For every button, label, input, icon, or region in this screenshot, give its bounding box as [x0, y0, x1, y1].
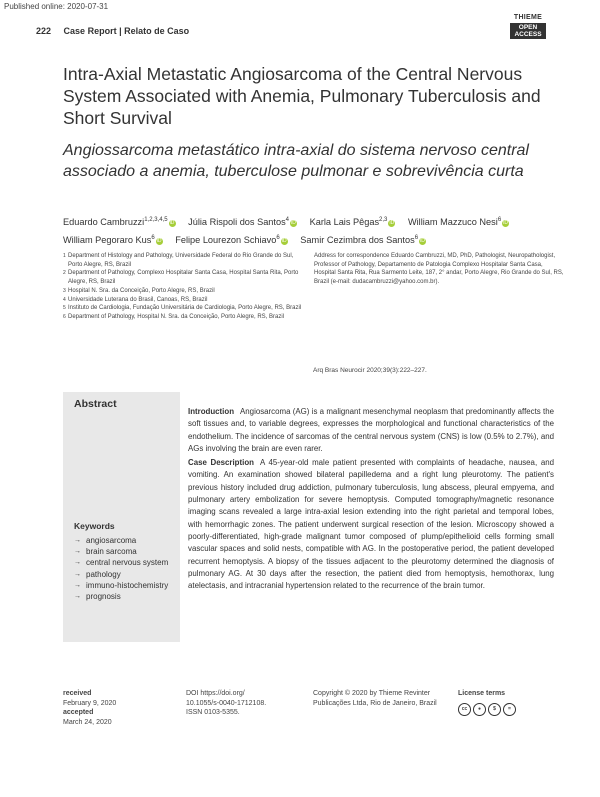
case-text: A 45-year-old male patient presented with complaints of headache, nausea, and vomiting. An examination showed bilateral papilledema and a right lung pleurotomy. The patient's previous history included drug addiction, pulmonary tuberculosis, lung abscess, pleural empyema, and pulmonary artery embolization for severe hemoptysis. Computed tomography/magnetic resonance imaging scans revealed a large intra-axial lesion extending into the right parietal and temporal lobes, with hemorrhagic zones. The patient underwent surgical resection of the lesion. Microscopy showed a poorly-differentiated, high-grade malignant tumor composed of plump/epithelioid cells forming small vascular spaces and solid nests, compatible with AG. In the postoperative period, the patient developed recurrent hemoptysis. A biopsy of the tissues adjacent to the pleurotomy determined the diagnosis of pulmonary AG. At 30 days after the resection, the patient died from hemoptysis, hemothorax, lung atelectasis, and intracranial hypertension related to the recurrence of the brain tumor. [188, 458, 554, 591]
badge-line-1: OPEN [518, 24, 538, 31]
publisher-name: THIEME [513, 14, 543, 21]
keyword-item: → immuno-histochemistry [74, 580, 174, 591]
received-label: received [63, 690, 92, 697]
article-title: Intra-Axial Metastatic Angiosarcoma of the Central Nervous System Associated with Anemia, Pulmonary Tuberculosis and Short Survival [63, 64, 541, 128]
author-affil: 1,2,3,4,5 [144, 217, 168, 223]
author [310, 212, 396, 230]
affiliation [63, 313, 303, 322]
author-name: Karla Lais Pêgas [309, 217, 380, 228]
copyright: Copyright © 2020 by Thieme Revinter Publicações Ltda, Rio de Janeiro, Brazil [313, 690, 437, 707]
citation: Arq Bras Neurocir 2020;39(3):222–227. [313, 367, 427, 374]
affiliation-text: Department of Pathology, Complexo Hospitalar Santa Casa, Hospital Santa Rita, Porto Alegre, RS, Brazil [68, 270, 299, 286]
affiliation-number: 4 [63, 296, 66, 303]
thieme-open-access-logo [510, 14, 546, 39]
keyword-item: → prognosis [74, 591, 174, 602]
doi-block [186, 689, 306, 718]
orcid-icon[interactable]: iD [156, 238, 162, 245]
affiliation [63, 252, 303, 269]
affiliation-number: 1 [63, 253, 66, 259]
cc-license-icons[interactable] [458, 703, 558, 716]
keywords-heading: Keywords [74, 521, 115, 531]
affiliation-number: 6 [63, 313, 66, 320]
intro-label: Introduction [188, 407, 235, 416]
abstract-body [188, 406, 554, 594]
orcid-icon[interactable]: iD [420, 238, 425, 245]
affiliation [63, 304, 303, 313]
author-affil: 6 [497, 217, 502, 223]
cc-nd-icon: = [503, 703, 516, 716]
accepted-date: March 24, 2020 [63, 718, 112, 726]
author-affil: 4 [285, 217, 290, 223]
author [63, 212, 176, 230]
orcid-icon[interactable]: iD [281, 238, 287, 245]
affiliation-number: 2 [63, 270, 66, 277]
keyword-item: → angiosarcoma [74, 535, 174, 546]
author-list [63, 212, 583, 248]
affiliation-text: Instituto de Cardiologia, Fundação Universitária de Cardiologia, Porto Alegre, RS, Brazil [68, 305, 302, 312]
author-affil: 6 [276, 235, 280, 242]
orcid-icon[interactable]: iD [389, 220, 395, 227]
affiliation-text: Department of Histology and Pathology, Universidade Federal do Rio Grande do Sul, Porto Alegre, RS, Brazil [68, 253, 294, 268]
dates-block [63, 689, 173, 727]
author [63, 230, 163, 248]
doi-line-1[interactable]: DOI https://doi.org/ [186, 690, 245, 697]
article-subtitle: Angiossarcoma metastático intra-axial do sistema nervoso central associado a anemia, tuberculose pulmonar e sobrevivência curta [63, 142, 529, 180]
orcid-icon[interactable]: iD [291, 220, 296, 227]
orcid-icon[interactable]: iD [503, 220, 509, 227]
affiliation-text: Hospital N. Sra. da Conceição, Porto Alegre, RS, Brazil [68, 287, 215, 294]
cc-by-icon: ● [473, 703, 486, 716]
keyword-list [74, 535, 174, 602]
open-access-badge [510, 23, 546, 39]
author-affil: 2,3 [379, 217, 388, 223]
keyword-item: → pathology [74, 569, 174, 580]
page-number: 222 [36, 26, 52, 36]
author-name: Samir Cezimbra dos Santos [300, 235, 415, 246]
accepted-label: accepted [63, 709, 94, 717]
affiliation [63, 269, 303, 286]
correspondence-address: Address for correspondence Eduardo Cambruzzi, MD, PhD, Pathologist, Neuropathologist, Professor of Pathology, Departamento de Patologia Complexo Hospitalar Santa Casa, Hospital Santa Rita, Rua Sarmento Leite, 187, 2° andar, Porto Alegre, Rio Grande do Sul, RS, Brazil (e-mail: dudacambruzzi@yahoo.com.br). [314, 253, 564, 286]
affiliations [63, 252, 303, 322]
issn: ISSN 0103-5355. [186, 709, 240, 717]
running-header [36, 26, 189, 36]
intro-text: Angiosarcoma (AG) is a malignant mesenchymal neoplasm that predominantly affects the soft tissues and, to variable degrees, expresses the morphological and functional characteristics of the endothelium. The incidence of sarcomas of the central nervous system (CNS) is low (0.5% to 2.7%), and AGs involving the brain are even rarer. [188, 407, 554, 453]
author-name: William Pegoraro Kus [63, 235, 152, 246]
cc-nc-icon: $ [488, 703, 501, 716]
abstract-case-description [188, 457, 554, 592]
author [188, 212, 297, 230]
license-block [458, 689, 558, 716]
author-name: William Mazzuco Nesi [407, 217, 498, 228]
case-label: Case Description [188, 458, 254, 468]
license-label: License terms [458, 690, 506, 697]
badge-line-2: ACCESS [514, 31, 542, 38]
author-affil: 6 [414, 235, 419, 242]
abstract-heading: Abstract [74, 398, 117, 410]
author [408, 212, 509, 230]
author-affil: 6 [151, 235, 155, 242]
author [175, 230, 287, 248]
received-date: February 9, 2020 [63, 699, 117, 707]
author-name: Júlia Rispoli dos Santos [188, 217, 286, 228]
author-name: Felipe Lourezon Schiavo [175, 235, 277, 246]
affiliation-text: Universidade Luterana do Brasil, Canoas, RS, Brazil [68, 296, 208, 303]
doi-line-2[interactable]: 10.1055/s-0040-1712108. [186, 699, 267, 707]
cc-icon: cc [458, 703, 471, 716]
author [300, 230, 426, 248]
affiliation [63, 287, 303, 296]
abstract-sidebar [63, 392, 180, 642]
published-date: Published online: 2020-07-31 [4, 2, 109, 11]
keyword-item: → brain sarcoma [74, 546, 174, 557]
affiliation-number: 5 [63, 305, 66, 312]
author-name: Eduardo Cambruzzi [63, 217, 145, 228]
keyword-item: → central nervous system [74, 557, 174, 568]
section-label: Case Report | Relato de Caso [63, 26, 190, 36]
orcid-icon[interactable]: iD [169, 220, 175, 227]
affiliation-number: 3 [63, 287, 66, 294]
abstract-introduction [188, 406, 554, 455]
affiliation-text: Department of Pathology, Hospital N. Sra. da Conceição, Porto Alegre, RS, Brazil [68, 313, 284, 320]
affiliation [63, 296, 303, 305]
